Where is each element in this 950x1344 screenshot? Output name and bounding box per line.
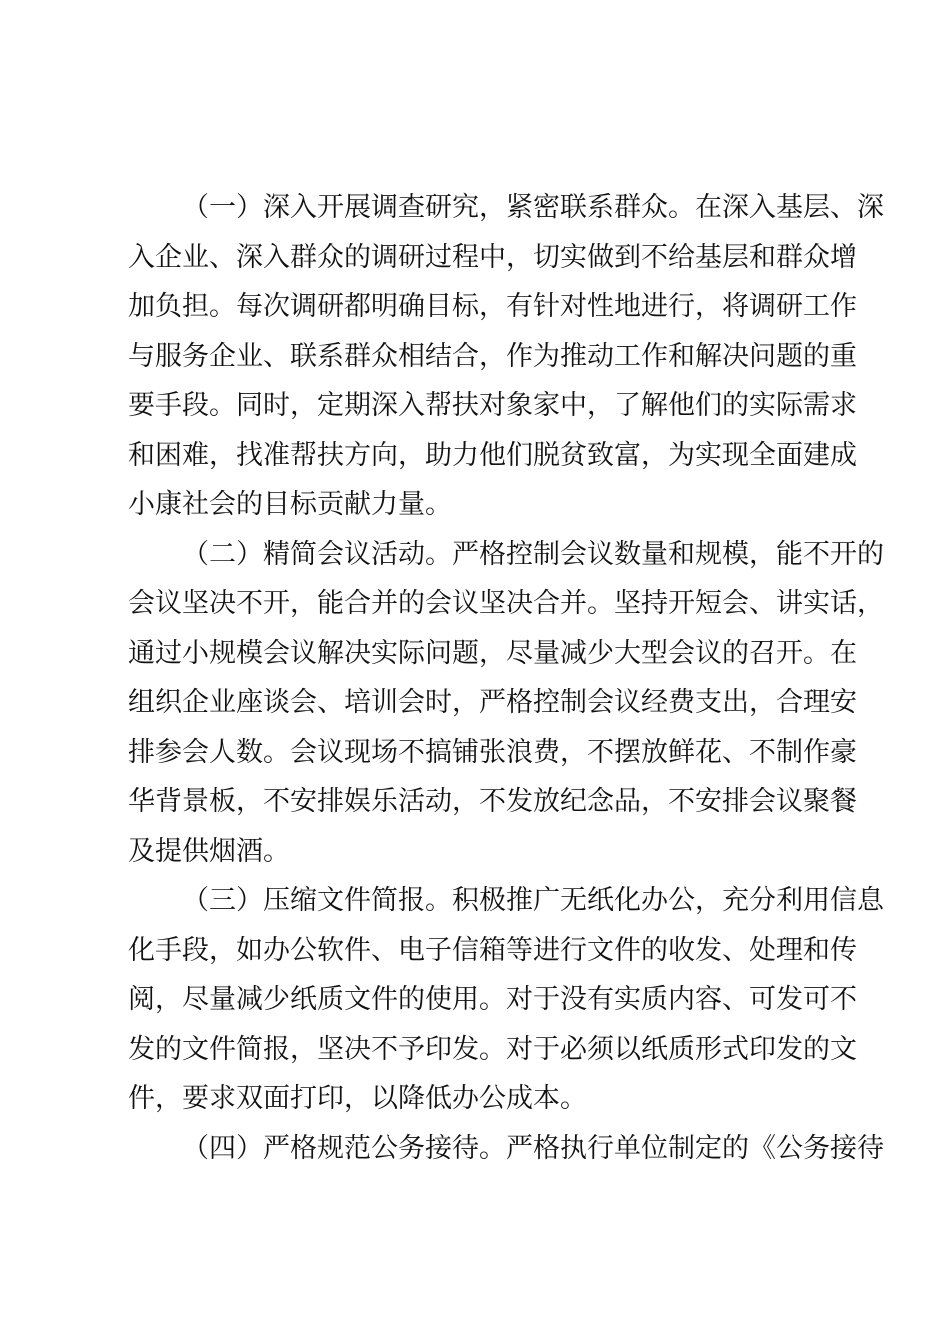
text-line: 加负担。每次调研都明确目标，有针对性地进行，将调研工作 [128,291,857,322]
text-line: 入企业、深入群众的调研过程中，切实做到不给基层和群众增 [128,241,857,273]
text-line: 发的文件简报，坚决不予印发。对于必须以纸质形式印发的文 [128,1033,857,1065]
text-line: 通过小规模会议解决实际问题，尽量减少大型会议的召开。在 [128,637,857,669]
paragraph-4 [128,1124,884,1174]
text-line: 会议坚决不开，能合并的会议坚决合并。坚持开短会、讲实话， [128,588,884,619]
document-body [128,183,884,1173]
text-line: 及提供烟酒。 [128,835,290,867]
text-line: 和困难，找准帮扶方向，助力他们脱贫致富，为实现全面建成 [128,439,857,471]
text-line: 华背景板，不安排娱乐活动，不发放纪念品，不安排会议聚餐 [128,786,857,817]
text-line: （四）严格规范公务接待。严格执行单位制定的《公务接待 [182,1132,884,1164]
text-line: 阅，尽量减少纸质文件的使用。对于没有实质内容、可发可不 [128,984,857,1015]
paragraph-3 [128,876,884,1124]
text-line: （一）深入开展调查研究，紧密联系群众。在深入基层、深 [182,192,884,223]
text-line: 小康社会的目标贡献力量。 [128,489,452,520]
text-line: 排参会人数。会议现场不搞铺张浪费，不摆放鲜花、不制作豪 [128,736,857,768]
text-line: 要手段。同时，定期深入帮扶对象家中，了解他们的实际需求 [128,390,857,421]
text-line: 化手段，如办公软件、电子信箱等进行文件的收发、处理和传 [128,934,857,966]
text-line: （二）精简会议活动。严格控制会议数量和规模，能不开的 [182,538,884,570]
paragraph-2 [128,530,884,877]
paragraph-1 [128,183,884,530]
text-line: （三）压缩文件简报。积极推广无纸化办公，充分利用信息 [182,885,884,916]
text-line: 组织企业座谈会、培训会时，严格控制会议经费支出，合理安 [128,687,857,718]
text-line: 件，要求双面打印，以降低办公成本。 [128,1083,587,1114]
text-line: 与服务企业、联系群众相结合，作为推动工作和解决问题的重 [128,340,857,372]
